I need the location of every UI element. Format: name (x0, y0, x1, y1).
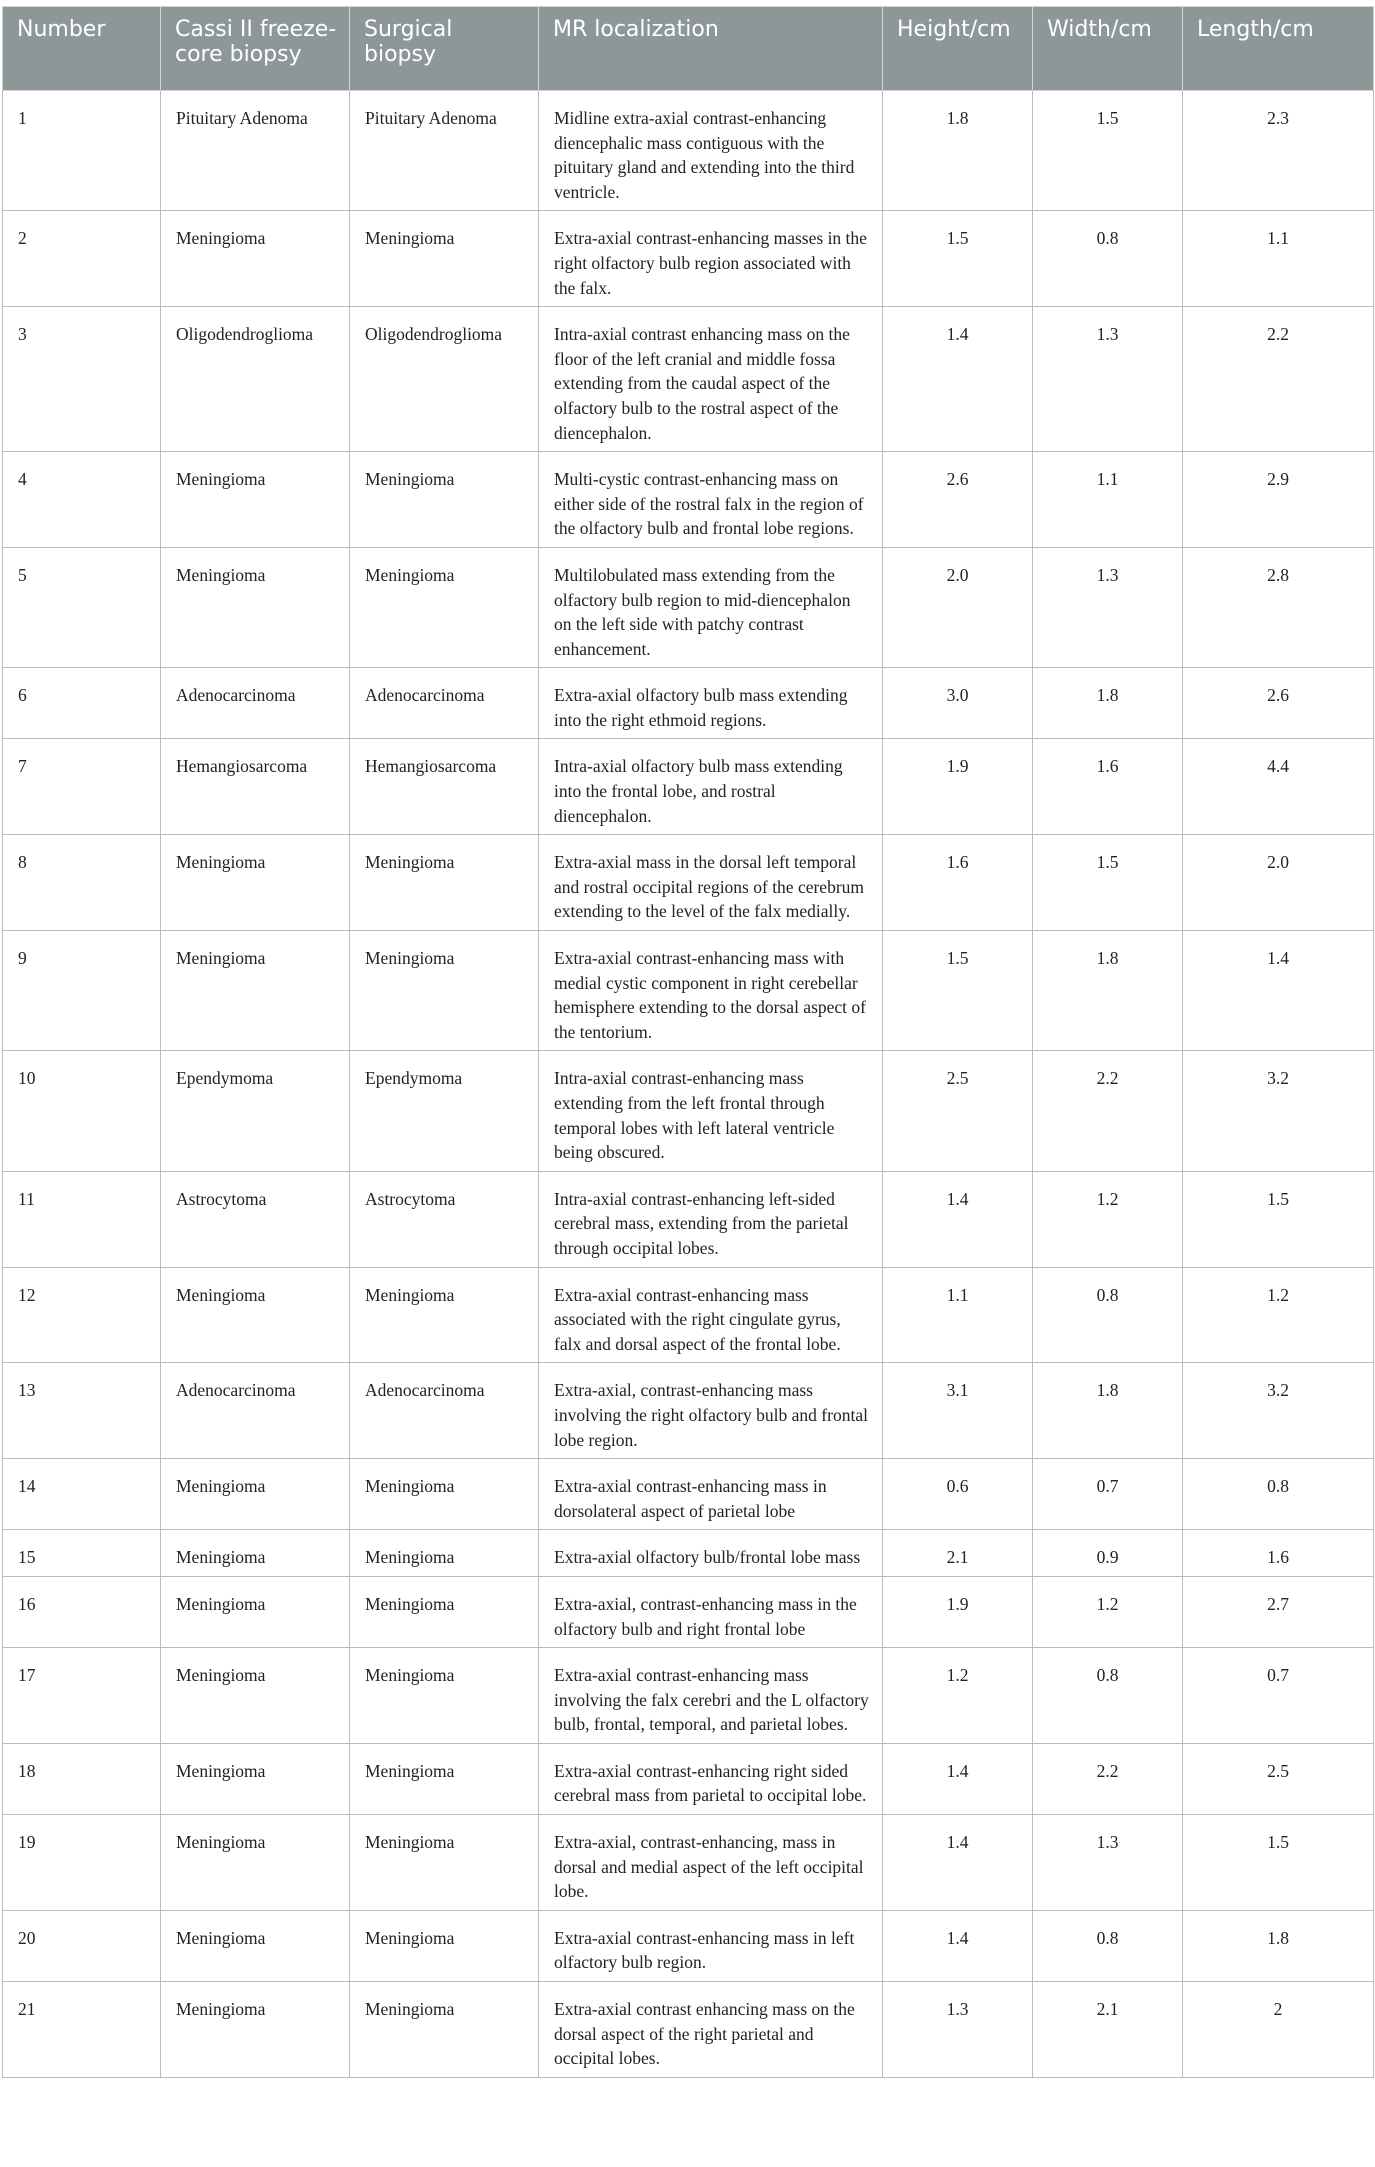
cell-mr-localization: Extra-axial, contrast-enhancing, mass in dorsal and medial aspect of the left occipital lobe. (539, 1815, 883, 1911)
table-row (3, 1459, 1374, 1530)
cell-length: 2.7 (1183, 1576, 1374, 1647)
cell-width: 2.1 (1033, 1982, 1183, 2078)
table-row (3, 1576, 1374, 1647)
table-row (3, 452, 1374, 548)
cell-surgical-biopsy: Meningioma (350, 1530, 539, 1577)
table-row (3, 1051, 1374, 1171)
cell-width: 0.8 (1033, 1910, 1183, 1981)
cell-cassi-biopsy: Astrocytoma (161, 1171, 350, 1267)
cell-cassi-biopsy: Ependymoma (161, 1051, 350, 1171)
cell-surgical-biopsy: Ependymoma (350, 1051, 539, 1171)
cell-mr-localization: Extra-axial contrast enhancing mass on the dorsal aspect of the right parietal and occipital lobes. (539, 1982, 883, 2078)
table-row (3, 1363, 1374, 1459)
cell-width: 1.3 (1033, 547, 1183, 667)
cell-height: 1.4 (883, 1743, 1033, 1814)
cell-cassi-biopsy: Meningioma (161, 1530, 350, 1577)
cell-cassi-biopsy: Meningioma (161, 1982, 350, 2078)
cell-width: 1.2 (1033, 1576, 1183, 1647)
cell-height: 1.4 (883, 1910, 1033, 1981)
cell-height: 1.8 (883, 91, 1033, 211)
cell-number: 8 (3, 835, 161, 931)
cell-surgical-biopsy: Hemangiosarcoma (350, 739, 539, 835)
cell-length: 3.2 (1183, 1363, 1374, 1459)
cell-width: 1.3 (1033, 307, 1183, 452)
cell-length: 1.1 (1183, 211, 1374, 307)
table-row (3, 1530, 1374, 1577)
cell-length: 1.8 (1183, 1910, 1374, 1981)
header-height: Height/cm (883, 7, 1033, 91)
cell-cassi-biopsy: Meningioma (161, 1743, 350, 1814)
cell-mr-localization: Extra-axial contrast-enhancing mass in left olfactory bulb region. (539, 1910, 883, 1981)
table-row (3, 835, 1374, 931)
table-row (3, 739, 1374, 835)
table-row (3, 211, 1374, 307)
cell-cassi-biopsy: Hemangiosarcoma (161, 739, 350, 835)
cell-width: 0.9 (1033, 1530, 1183, 1577)
table-row (3, 1171, 1374, 1267)
cell-cassi-biopsy: Oligodendroglioma (161, 307, 350, 452)
cell-mr-localization: Midline extra-axial contrast-enhancing diencephalic mass contiguous with the pituitary gland and extending into the third ventricle. (539, 91, 883, 211)
cell-length: 2.0 (1183, 835, 1374, 931)
cell-mr-localization: Extra-axial olfactory bulb/frontal lobe mass (539, 1530, 883, 1577)
cell-cassi-biopsy: Meningioma (161, 931, 350, 1051)
table-row (3, 307, 1374, 452)
cell-mr-localization: Extra-axial contrast-enhancing mass associated with the right cingulate gyrus, falx and dorsal aspect of the frontal lobe. (539, 1267, 883, 1363)
header-row (3, 7, 1374, 91)
cell-length: 2.5 (1183, 1743, 1374, 1814)
cell-surgical-biopsy: Meningioma (350, 1648, 539, 1744)
cell-mr-localization: Intra-axial olfactory bulb mass extending into the frontal lobe, and rostral diencephalon. (539, 739, 883, 835)
cell-cassi-biopsy: Meningioma (161, 452, 350, 548)
cell-number: 3 (3, 307, 161, 452)
cell-number: 14 (3, 1459, 161, 1530)
cell-height: 2.1 (883, 1530, 1033, 1577)
cell-number: 18 (3, 1743, 161, 1814)
cell-length: 2.3 (1183, 91, 1374, 211)
cell-number: 10 (3, 1051, 161, 1171)
cell-height: 1.4 (883, 307, 1033, 452)
cell-mr-localization: Intra-axial contrast-enhancing mass extending from the left frontal through temporal lobes with left lateral ventricle being obscured. (539, 1051, 883, 1171)
cell-number: 15 (3, 1530, 161, 1577)
table-row (3, 1648, 1374, 1744)
cell-length: 2.9 (1183, 452, 1374, 548)
cell-number: 11 (3, 1171, 161, 1267)
cell-width: 1.3 (1033, 1815, 1183, 1911)
cell-length: 1.5 (1183, 1171, 1374, 1267)
cell-number: 16 (3, 1576, 161, 1647)
cell-mr-localization: Extra-axial olfactory bulb mass extending into the right ethmoid regions. (539, 668, 883, 739)
cell-cassi-biopsy: Meningioma (161, 1910, 350, 1981)
cell-mr-localization: Extra-axial, contrast-enhancing mass involving the right olfactory bulb and frontal lobe region. (539, 1363, 883, 1459)
cell-mr-localization: Intra-axial contrast-enhancing left-sided cerebral mass, extending from the parietal through occipital lobes. (539, 1171, 883, 1267)
cell-surgical-biopsy: Meningioma (350, 452, 539, 548)
cell-number: 21 (3, 1982, 161, 2078)
cell-mr-localization: Extra-axial contrast-enhancing mass with medial cystic component in right cerebellar hemisphere extending to the dorsal aspect of the tentorium. (539, 931, 883, 1051)
cell-length: 0.8 (1183, 1459, 1374, 1530)
cell-height: 1.9 (883, 1576, 1033, 1647)
cell-mr-localization: Intra-axial contrast enhancing mass on the floor of the left cranial and middle fossa extending from the caudal aspect of the olfactory bulb to the rostral aspect of the diencephalon. (539, 307, 883, 452)
cell-width: 1.1 (1033, 452, 1183, 548)
cell-width: 1.2 (1033, 1171, 1183, 1267)
table-row (3, 1910, 1374, 1981)
header-number: Number (3, 7, 161, 91)
cell-height: 1.3 (883, 1982, 1033, 2078)
cell-height: 3.1 (883, 1363, 1033, 1459)
cell-cassi-biopsy: Meningioma (161, 1815, 350, 1911)
cell-height: 3.0 (883, 668, 1033, 739)
cell-height: 1.2 (883, 1648, 1033, 1744)
cell-mr-localization: Extra-axial mass in the dorsal left temporal and rostral occipital regions of the cerebrum extending to the level of the falx medially. (539, 835, 883, 931)
cell-height: 1.5 (883, 931, 1033, 1051)
table-row (3, 668, 1374, 739)
cell-number: 13 (3, 1363, 161, 1459)
cell-length: 1.4 (1183, 931, 1374, 1051)
cell-cassi-biopsy: Adenocarcinoma (161, 1363, 350, 1459)
cell-number: 7 (3, 739, 161, 835)
cell-surgical-biopsy: Meningioma (350, 1815, 539, 1911)
cell-surgical-biopsy: Adenocarcinoma (350, 1363, 539, 1459)
table-row (3, 91, 1374, 211)
table-row (3, 1982, 1374, 2078)
cell-cassi-biopsy: Pituitary Adenoma (161, 91, 350, 211)
cell-mr-localization: Extra-axial contrast-enhancing masses in the right olfactory bulb region associated with the falx. (539, 211, 883, 307)
cell-width: 1.8 (1033, 1363, 1183, 1459)
cell-mr-localization: Extra-axial, contrast-enhancing mass in the olfactory bulb and right frontal lobe (539, 1576, 883, 1647)
table-row (3, 1743, 1374, 1814)
cell-number: 2 (3, 211, 161, 307)
cell-number: 9 (3, 931, 161, 1051)
cell-height: 0.6 (883, 1459, 1033, 1530)
cell-height: 1.1 (883, 1267, 1033, 1363)
cell-width: 0.8 (1033, 1267, 1183, 1363)
cell-height: 2.6 (883, 452, 1033, 548)
cell-surgical-biopsy: Meningioma (350, 835, 539, 931)
cell-length: 4.4 (1183, 739, 1374, 835)
cell-height: 1.5 (883, 211, 1033, 307)
cell-surgical-biopsy: Pituitary Adenoma (350, 91, 539, 211)
cell-height: 2.0 (883, 547, 1033, 667)
cell-surgical-biopsy: Meningioma (350, 931, 539, 1051)
cell-length: 2.6 (1183, 668, 1374, 739)
cell-cassi-biopsy: Adenocarcinoma (161, 668, 350, 739)
cell-height: 2.5 (883, 1051, 1033, 1171)
cell-length: 2.2 (1183, 307, 1374, 452)
cell-width: 1.5 (1033, 835, 1183, 931)
cell-number: 6 (3, 668, 161, 739)
cell-surgical-biopsy: Meningioma (350, 1459, 539, 1530)
cell-cassi-biopsy: Meningioma (161, 1576, 350, 1647)
cell-mr-localization: Extra-axial contrast-enhancing right sided cerebral mass from parietal to occipital lobe. (539, 1743, 883, 1814)
cell-width: 0.8 (1033, 211, 1183, 307)
cell-cassi-biopsy: Meningioma (161, 547, 350, 667)
cell-cassi-biopsy: Meningioma (161, 1648, 350, 1744)
cell-length: 1.2 (1183, 1267, 1374, 1363)
cell-cassi-biopsy: Meningioma (161, 211, 350, 307)
cell-number: 5 (3, 547, 161, 667)
header-mr-localization: MR localization (539, 7, 883, 91)
cell-mr-localization: Extra-axial contrast-enhancing mass involving the falx cerebri and the L olfactory bulb, frontal, temporal, and parietal lobes. (539, 1648, 883, 1744)
cell-mr-localization: Multi-cystic contrast-enhancing mass on either side of the rostral falx in the region of the olfactory bulb and frontal lobe regions. (539, 452, 883, 548)
cell-surgical-biopsy: Meningioma (350, 1576, 539, 1647)
cell-number: 19 (3, 1815, 161, 1911)
cell-length: 1.6 (1183, 1530, 1374, 1577)
cell-width: 1.8 (1033, 931, 1183, 1051)
cell-surgical-biopsy: Meningioma (350, 1982, 539, 2078)
cell-cassi-biopsy: Meningioma (161, 1459, 350, 1530)
header-width: Width/cm (1033, 7, 1183, 91)
cell-surgical-biopsy: Meningioma (350, 211, 539, 307)
cell-surgical-biopsy: Meningioma (350, 547, 539, 667)
cell-height: 1.4 (883, 1815, 1033, 1911)
cell-width: 0.8 (1033, 1648, 1183, 1744)
cell-width: 1.6 (1033, 739, 1183, 835)
cell-surgical-biopsy: Adenocarcinoma (350, 668, 539, 739)
cell-width: 2.2 (1033, 1743, 1183, 1814)
cell-height: 1.6 (883, 835, 1033, 931)
cell-width: 1.5 (1033, 91, 1183, 211)
cell-mr-localization: Extra-axial contrast-enhancing mass in dorsolateral aspect of parietal lobe (539, 1459, 883, 1530)
cell-length: 0.7 (1183, 1648, 1374, 1744)
cell-surgical-biopsy: Oligodendroglioma (350, 307, 539, 452)
cell-length: 1.5 (1183, 1815, 1374, 1911)
cell-width: 0.7 (1033, 1459, 1183, 1530)
cell-width: 2.2 (1033, 1051, 1183, 1171)
results-table (2, 6, 1374, 2078)
table-row (3, 1267, 1374, 1363)
cell-surgical-biopsy: Meningioma (350, 1910, 539, 1981)
header-length: Length/cm (1183, 7, 1374, 91)
cell-number: 4 (3, 452, 161, 548)
table-row (3, 931, 1374, 1051)
cell-surgical-biopsy: Meningioma (350, 1267, 539, 1363)
header-cassi-biopsy: Cassi II freeze-core biopsy (161, 7, 350, 91)
table-header (3, 7, 1374, 91)
cell-number: 12 (3, 1267, 161, 1363)
table-body (3, 91, 1374, 2078)
cell-number: 20 (3, 1910, 161, 1981)
cell-surgical-biopsy: Astrocytoma (350, 1171, 539, 1267)
cell-cassi-biopsy: Meningioma (161, 835, 350, 931)
cell-number: 17 (3, 1648, 161, 1744)
cell-length: 3.2 (1183, 1051, 1374, 1171)
header-surgical-biopsy: Surgical biopsy (350, 7, 539, 91)
cell-length: 2 (1183, 1982, 1374, 2078)
cell-length: 2.8 (1183, 547, 1374, 667)
table-row (3, 1815, 1374, 1911)
cell-height: 1.4 (883, 1171, 1033, 1267)
cell-number: 1 (3, 91, 161, 211)
cell-width: 1.8 (1033, 668, 1183, 739)
table-row (3, 547, 1374, 667)
cell-cassi-biopsy: Meningioma (161, 1267, 350, 1363)
cell-mr-localization: Multilobulated mass extending from the olfactory bulb region to mid-diencephalon on the left side with patchy contrast enhancement. (539, 547, 883, 667)
cell-height: 1.9 (883, 739, 1033, 835)
cell-surgical-biopsy: Meningioma (350, 1743, 539, 1814)
